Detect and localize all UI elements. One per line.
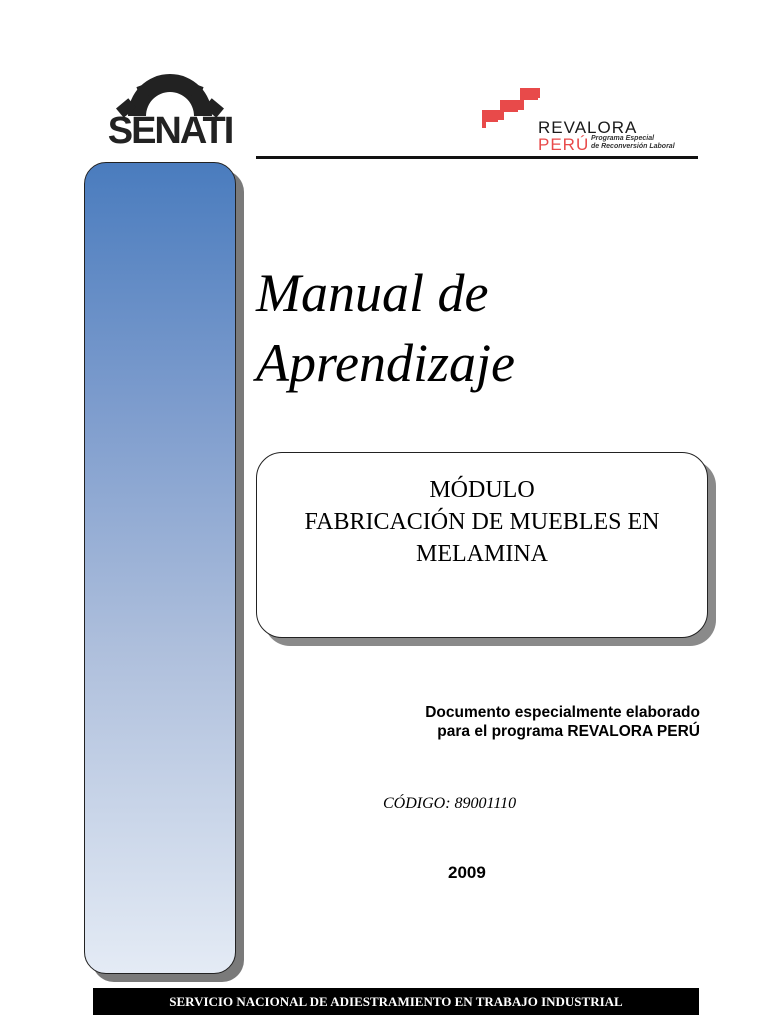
- document-note-line-1: Documento especialmente elaborado: [425, 704, 700, 721]
- document-note: [340, 703, 700, 741]
- document-note-line-2: para el programa REVALORA PERÚ: [437, 723, 700, 740]
- revalora-tagline: [591, 135, 701, 151]
- module-line-1: MÓDULO: [429, 477, 535, 503]
- revalora-tagline-2: de Reconversión Laboral: [591, 143, 675, 150]
- senati-wordmark: SENATI: [107, 110, 233, 152]
- header-rule: [256, 156, 698, 159]
- senati-logo: [90, 72, 250, 152]
- module-line-3: MELAMINA: [416, 541, 548, 567]
- module-line-2: FABRICACIÓN DE MUEBLES EN: [304, 509, 660, 535]
- publication-year: 2009: [448, 863, 486, 882]
- revalora-mark-icon: [480, 86, 540, 136]
- module-title: [256, 474, 708, 570]
- title-line-2: Aprendizaje: [256, 333, 515, 393]
- revalora-word: REVALORA: [538, 118, 638, 137]
- footer-bar: SERVICIO NACIONAL DE ADIESTRAMIENTO EN TRABAJO INDUSTRIAL: [93, 988, 699, 1015]
- title-line-1: Manual de: [256, 263, 489, 323]
- page-title: [256, 258, 736, 398]
- side-panel: [84, 162, 236, 974]
- revalora-logo: [480, 86, 700, 156]
- document-code: CÓDIGO: 89001110: [383, 795, 517, 812]
- revalora-tagline-1: Programa Especial: [591, 135, 655, 142]
- revalora-country: PERÚ: [538, 135, 590, 154]
